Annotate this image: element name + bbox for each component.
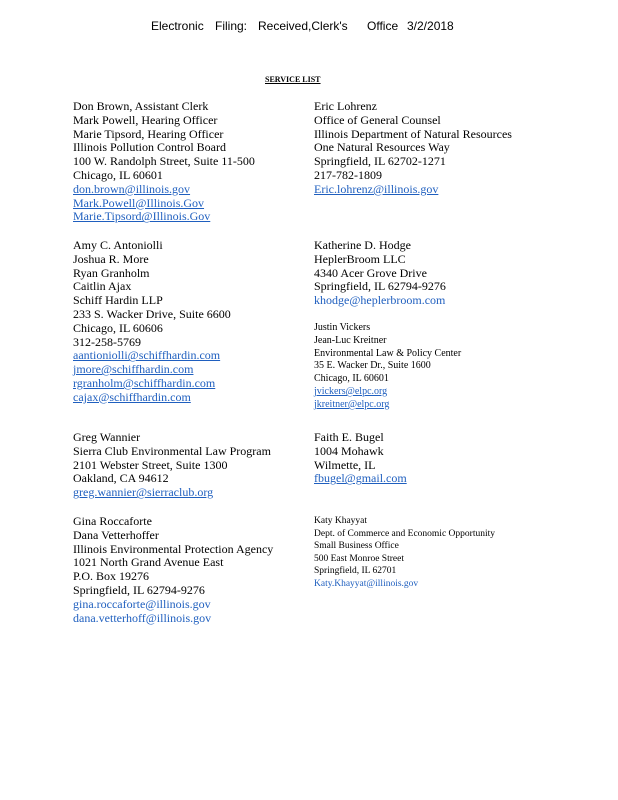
header-word-received: Received,Clerk's xyxy=(258,19,348,33)
contact-line: Springfield, IL 62794-9276 xyxy=(73,582,205,597)
contact-line: 100 W. Randolph Street, Suite 11-500 xyxy=(73,154,255,169)
contact-block-natural-resources xyxy=(314,100,512,197)
email-link[interactable]: dana.vetterhoff@illinois.gov xyxy=(73,610,212,625)
contact-line: 1004 Mohawk xyxy=(314,443,384,458)
email-link[interactable]: don.brown@illinois.gov xyxy=(73,181,191,196)
contact-line: 312-258-5769 xyxy=(73,334,141,349)
email-link[interactable]: fbugel@gmail.com xyxy=(314,471,407,486)
contact-line: Katy Khayyat xyxy=(314,516,368,526)
contact-block-commerce-dept xyxy=(314,515,495,591)
email-link[interactable]: khodge@heplerbroom.com xyxy=(314,293,446,308)
contact-line: Springfield, IL 62794-9276 xyxy=(314,279,446,294)
email-link[interactable]: rgranholm@schiffhardin.com xyxy=(73,375,216,390)
contact-block-pollution-control-board xyxy=(73,100,255,224)
contact-line: Amy C. Antoniolli xyxy=(73,238,163,252)
contact-line: Sierra Club Environmental Law Program xyxy=(73,443,271,458)
email-link[interactable]: Katy.Khayyat@illinois.gov xyxy=(314,578,419,589)
contact-line: Illinois Department of Natural Resources xyxy=(314,126,512,141)
contact-line: Faith E. Bugel xyxy=(314,430,384,444)
contact-line: Marie Tipsord, Hearing Officer xyxy=(73,126,224,141)
email-link[interactable]: jvickers@elpc.org xyxy=(314,385,388,397)
header-word-electronic: Electronic xyxy=(151,19,204,33)
contact-block-sierra-club xyxy=(73,431,271,500)
email-link[interactable]: greg.wannier@sierraclub.org xyxy=(73,485,214,500)
email-link[interactable]: jmore@schiffhardin.com xyxy=(73,362,194,377)
contact-line: Chicago, IL 60606 xyxy=(73,320,163,335)
contact-line: 1021 North Grand Avenue East xyxy=(73,555,224,570)
email-link[interactable]: cajax@schiffhardin.com xyxy=(73,389,191,404)
contact-line: Mark Powell, Hearing Officer xyxy=(73,112,218,127)
header-date: 3/2/2018 xyxy=(407,19,454,33)
contact-line: Don Brown, Assistant Clerk xyxy=(73,99,209,113)
contact-line: Illinois Environmental Protection Agency xyxy=(73,541,274,556)
contact-block-elpc xyxy=(314,322,461,412)
contact-block-heplerbroom xyxy=(314,239,446,308)
contact-line: HeplerBroom LLC xyxy=(314,251,406,266)
contact-line: Joshua R. More xyxy=(73,251,149,266)
contact-line: Springfield, IL 62702-1271 xyxy=(314,154,446,169)
email-link[interactable]: Marie.Tipsord@Illinois.Gov xyxy=(73,209,211,224)
contact-line: Illinois Pollution Control Board xyxy=(73,140,227,155)
header-word-filing: Filing: xyxy=(215,19,248,33)
contact-line: 233 S. Wacker Drive, Suite 6600 xyxy=(73,306,231,321)
contact-line: Justin Vickers xyxy=(314,322,371,333)
contact-line: Wilmette, IL xyxy=(314,457,376,472)
contact-line: Ryan Granholm xyxy=(73,265,150,280)
contact-line: Greg Wannier xyxy=(73,430,141,444)
contact-line: Office of General Counsel xyxy=(314,112,441,127)
contact-line: Springfield, IL 62701 xyxy=(314,566,397,577)
header-word-office: Office xyxy=(367,19,399,33)
contact-line: 500 East Monroe Street xyxy=(314,553,404,564)
contact-line: Schiff Hardin LLP xyxy=(73,293,163,308)
contact-block-schiff-hardin xyxy=(73,239,231,405)
contact-line: One Natural Resources Way xyxy=(314,140,450,155)
contact-line: Small Business Office xyxy=(314,541,399,552)
contact-line: P.O. Box 19276 xyxy=(73,569,150,584)
contact-block-illinois-epa xyxy=(73,515,273,625)
email-link[interactable]: aantioniolli@schiffhardin.com xyxy=(73,348,221,363)
email-link[interactable]: Mark.Powell@Illinois.Gov xyxy=(73,195,205,210)
contact-line: Jean-Luc Kreitner xyxy=(314,334,387,346)
contact-line: Gina Roccaforte xyxy=(73,514,152,528)
contact-line: Caitlin Ajax xyxy=(73,279,132,294)
contact-line: Chicago, IL 60601 xyxy=(73,167,163,182)
contact-line: 217-782-1809 xyxy=(314,167,382,182)
contact-line: 35 E. Wacker Dr., Suite 1600 xyxy=(314,360,431,372)
contact-line: 2101 Webster Street, Suite 1300 xyxy=(73,457,228,472)
contact-line: Katherine D. Hodge xyxy=(314,238,411,252)
contact-line: Eric Lohrenz xyxy=(314,99,377,113)
email-link[interactable]: Eric.lohrenz@illinois.gov xyxy=(314,181,439,196)
contact-block-faith-bugel xyxy=(314,431,407,486)
contact-line: Environmental Law & Policy Center xyxy=(314,347,462,359)
contact-line: Oakland, CA 94612 xyxy=(73,471,169,486)
contact-line: Chicago, IL 60601 xyxy=(314,373,389,385)
email-link[interactable]: jkreitner@elpc.org xyxy=(314,398,390,410)
contact-line: Dana Vetterhoffer xyxy=(73,527,159,542)
service-list-title: SERVICE LIST xyxy=(265,75,321,84)
contact-line: 4340 Acer Grove Drive xyxy=(314,265,427,280)
contact-line: Dept. of Commerce and Economic Opportunity xyxy=(314,528,495,539)
email-link[interactable]: gina.roccaforte@illinois.gov xyxy=(73,596,211,611)
